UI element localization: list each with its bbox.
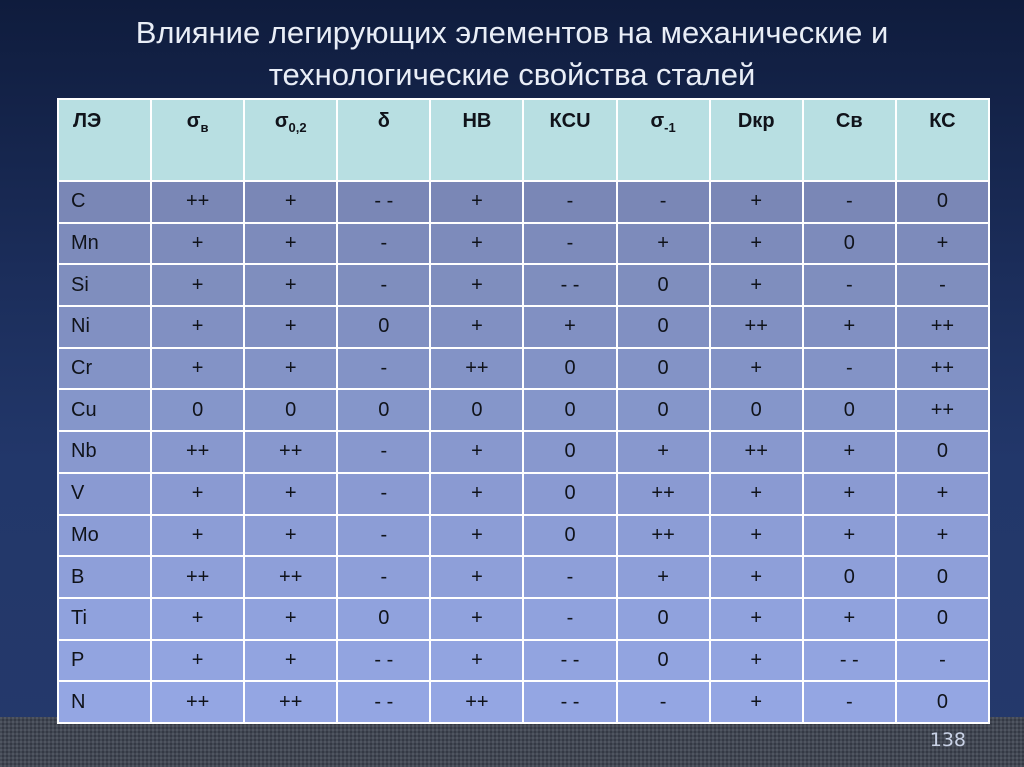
- effect-cell: +: [151, 348, 244, 390]
- effect-cell: +: [151, 306, 244, 348]
- effect-cell: +: [896, 515, 989, 557]
- effect-cell: +: [803, 515, 896, 557]
- page-number: 138: [929, 729, 966, 751]
- header-label: δ: [377, 110, 390, 132]
- effect-cell: +: [244, 306, 337, 348]
- table-row: [58, 556, 989, 598]
- header-cell: [710, 99, 803, 181]
- effect-cell: -: [803, 264, 896, 306]
- effect-cell: 0: [244, 389, 337, 431]
- effect-cell: -: [803, 181, 896, 223]
- effect-cell: ++: [244, 556, 337, 598]
- effect-cell: +: [710, 181, 803, 223]
- header-label: σ: [186, 110, 201, 132]
- header-subscript: -1: [664, 120, 676, 135]
- table-row: [58, 348, 989, 390]
- element-cell: P: [58, 640, 151, 682]
- effect-cell: +: [244, 598, 337, 640]
- element-cell: Mn: [58, 223, 151, 265]
- table-row: [58, 431, 989, 473]
- effect-cell: 0: [896, 681, 989, 723]
- bottom-texture-band: [0, 717, 1024, 767]
- effect-cell: +: [803, 598, 896, 640]
- element-cell: V: [58, 473, 151, 515]
- effect-cell: - -: [803, 640, 896, 682]
- effect-cell: +: [151, 515, 244, 557]
- effect-cell: +: [151, 473, 244, 515]
- effect-cell: +: [523, 306, 616, 348]
- effect-cell: 0: [337, 598, 430, 640]
- effect-cell: - -: [337, 681, 430, 723]
- effect-cell: 0: [523, 389, 616, 431]
- effect-cell: -: [896, 640, 989, 682]
- effect-cell: +: [244, 515, 337, 557]
- table-row: [58, 681, 989, 723]
- effect-cell: ++: [617, 473, 710, 515]
- header-cell: [244, 99, 337, 181]
- effect-cell: ++: [151, 431, 244, 473]
- table-row: [58, 515, 989, 557]
- effect-cell: +: [710, 264, 803, 306]
- table-row: [58, 181, 989, 223]
- effect-cell: -: [337, 473, 430, 515]
- effect-cell: -: [337, 223, 430, 265]
- effect-cell: ++: [617, 515, 710, 557]
- effect-cell: +: [430, 223, 523, 265]
- effect-cell: - -: [523, 264, 616, 306]
- effect-cell: -: [896, 264, 989, 306]
- effect-cell: ++: [151, 681, 244, 723]
- effect-cell: +: [244, 223, 337, 265]
- effect-cell: -: [617, 181, 710, 223]
- title-line-2: технологические свойства сталей: [268, 57, 756, 92]
- effect-cell: 0: [617, 389, 710, 431]
- effect-cell: ++: [151, 181, 244, 223]
- header-subscript: в: [200, 120, 209, 135]
- effect-cell: +: [710, 598, 803, 640]
- effect-cell: +: [151, 598, 244, 640]
- header-cell: [151, 99, 244, 181]
- effect-cell: +: [617, 431, 710, 473]
- effect-cell: -: [803, 348, 896, 390]
- effect-cell: +: [803, 306, 896, 348]
- table-row: [58, 598, 989, 640]
- header-cell: [430, 99, 523, 181]
- header-label: Dкр: [737, 110, 775, 132]
- effect-cell: +: [617, 223, 710, 265]
- effect-cell: +: [430, 264, 523, 306]
- effect-cell: 0: [617, 640, 710, 682]
- effect-cell: +: [710, 556, 803, 598]
- table-row: [58, 223, 989, 265]
- effect-cell: +: [244, 640, 337, 682]
- effect-cell: ++: [896, 306, 989, 348]
- effect-cell: 0: [617, 264, 710, 306]
- element-cell: Nb: [58, 431, 151, 473]
- table-header-row: [58, 99, 989, 181]
- effect-cell: 0: [896, 181, 989, 223]
- effect-cell: -: [337, 264, 430, 306]
- effect-cell: -: [523, 223, 616, 265]
- effect-cell: 0: [617, 306, 710, 348]
- effect-cell: -: [523, 181, 616, 223]
- effect-cell: +: [430, 515, 523, 557]
- effect-cell: 0: [523, 515, 616, 557]
- effect-cell: -: [523, 556, 616, 598]
- effect-cell: - -: [523, 681, 616, 723]
- header-label: σ: [650, 110, 665, 132]
- element-cell: B: [58, 556, 151, 598]
- element-cell: C: [58, 181, 151, 223]
- effect-cell: -: [337, 515, 430, 557]
- effect-cell: +: [151, 223, 244, 265]
- header-cell: [803, 99, 896, 181]
- effect-cell: -: [803, 681, 896, 723]
- effect-cell: 0: [896, 598, 989, 640]
- effect-cell: +: [151, 640, 244, 682]
- effect-cell: 0: [337, 306, 430, 348]
- element-cell: Ni: [58, 306, 151, 348]
- effect-cell: +: [710, 681, 803, 723]
- effect-cell: +: [244, 348, 337, 390]
- effect-cell: 0: [710, 389, 803, 431]
- effect-cell: +: [710, 473, 803, 515]
- effect-cell: +: [803, 473, 896, 515]
- element-cell: Cu: [58, 389, 151, 431]
- effect-cell: ++: [896, 348, 989, 390]
- effect-cell: -: [337, 556, 430, 598]
- header-cell: [58, 99, 151, 181]
- alloying-elements-table: [57, 98, 990, 724]
- effect-cell: +: [244, 264, 337, 306]
- effect-cell: ++: [430, 348, 523, 390]
- effect-cell: 0: [523, 348, 616, 390]
- effect-cell: - -: [523, 640, 616, 682]
- effect-cell: +: [710, 515, 803, 557]
- effect-cell: +: [151, 264, 244, 306]
- effect-cell: 0: [617, 598, 710, 640]
- effect-cell: -: [337, 431, 430, 473]
- effect-cell: +: [896, 473, 989, 515]
- effect-cell: +: [430, 473, 523, 515]
- effect-cell: +: [710, 348, 803, 390]
- effect-cell: ++: [896, 389, 989, 431]
- header-subscript: 0,2: [288, 120, 307, 135]
- effect-cell: 0: [430, 389, 523, 431]
- header-label: НВ: [462, 110, 492, 132]
- effect-cell: +: [430, 431, 523, 473]
- header-label: КС: [929, 110, 956, 132]
- effect-cell: ++: [710, 306, 803, 348]
- effect-cell: +: [710, 223, 803, 265]
- header-cell: [523, 99, 616, 181]
- effect-cell: ++: [430, 681, 523, 723]
- effect-cell: - -: [337, 181, 430, 223]
- table-row: [58, 264, 989, 306]
- effect-cell: 0: [617, 348, 710, 390]
- effect-cell: +: [710, 640, 803, 682]
- effect-cell: +: [803, 431, 896, 473]
- element-cell: Mo: [58, 515, 151, 557]
- effect-cell: +: [617, 556, 710, 598]
- element-cell: Cr: [58, 348, 151, 390]
- effect-cell: -: [617, 681, 710, 723]
- effect-cell: -: [523, 598, 616, 640]
- effect-cell: 0: [803, 223, 896, 265]
- header-label: ЛЭ: [73, 110, 102, 132]
- effect-cell: ++: [151, 556, 244, 598]
- effect-cell: - -: [337, 640, 430, 682]
- element-cell: Si: [58, 264, 151, 306]
- title-line-1: Влияние легирующих элементов на механические и: [135, 15, 889, 50]
- slide-title: [0, 12, 1024, 96]
- effect-cell: 0: [151, 389, 244, 431]
- header-cell: [617, 99, 710, 181]
- header-cell: [896, 99, 989, 181]
- effect-cell: 0: [523, 431, 616, 473]
- effect-cell: -: [337, 348, 430, 390]
- effect-cell: ++: [710, 431, 803, 473]
- effect-cell: 0: [896, 556, 989, 598]
- effect-cell: 0: [803, 556, 896, 598]
- header-label: σ: [274, 110, 289, 132]
- effect-cell: ++: [244, 681, 337, 723]
- effect-cell: +: [244, 181, 337, 223]
- effect-cell: +: [430, 556, 523, 598]
- effect-cell: 0: [337, 389, 430, 431]
- header-label: Св: [835, 110, 863, 132]
- effect-cell: +: [244, 473, 337, 515]
- table-row: [58, 640, 989, 682]
- effect-cell: +: [430, 306, 523, 348]
- table-row: [58, 306, 989, 348]
- effect-cell: 0: [523, 473, 616, 515]
- element-cell: N: [58, 681, 151, 723]
- table-row: [58, 473, 989, 515]
- effect-cell: +: [430, 181, 523, 223]
- effect-cell: +: [430, 640, 523, 682]
- effect-cell: 0: [896, 431, 989, 473]
- effect-cell: 0: [803, 389, 896, 431]
- effect-cell: +: [896, 223, 989, 265]
- effect-cell: ++: [244, 431, 337, 473]
- header-cell: [337, 99, 430, 181]
- header-label: КCU: [549, 110, 591, 132]
- element-cell: Ti: [58, 598, 151, 640]
- effect-cell: +: [430, 598, 523, 640]
- table-row: [58, 389, 989, 431]
